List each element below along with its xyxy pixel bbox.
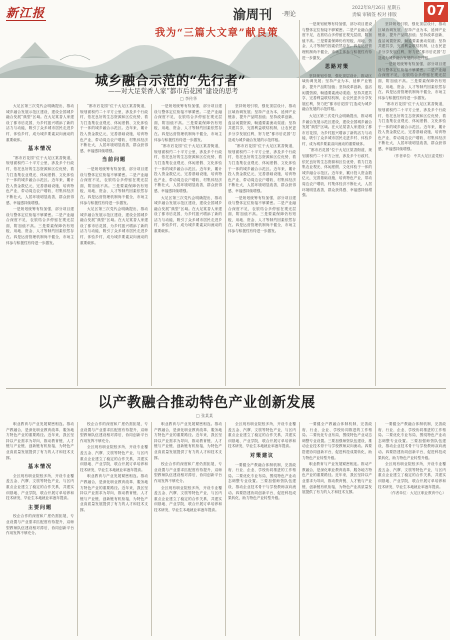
article2-column-5 <box>302 422 372 636</box>
article2-section3-body: 一要健全产教融合体制机制，完善政府、行业、企业、学校协同推进的工作格局。二要优化专业布局，围绕特色产业动态调整专业设置。三要加强师资队伍建设，推动企业技术骨干与学校教师双向流动。四要搭建协同创新平台，促进科技成果转化，助力特色产业转型升级。 <box>228 462 296 501</box>
article1-column-1 <box>6 104 74 386</box>
column-divider <box>299 20 300 386</box>
column-divider <box>151 104 152 386</box>
article1-column-4 <box>228 104 296 386</box>
article2-intro: 职业教育与产业发展紧密相连。推动产教融合，是深化职业教育改革、服务地方特色产业的重要路径。近年来，我区坚持以产业需求为导向，推动教育链、人才链与产业链、创新链有机衔接，为特色产业高质量发展提供了有力的人才和技术支撑。 <box>6 422 74 460</box>
column-title: 我为“三篇大文章”献良策 <box>155 28 279 39</box>
column-divider <box>375 422 376 636</box>
article2-text: 校企合作的深度和广度仍需拓展，专业设置与产业需求匹配度有待提升，双师型教师队伍建设相对滞后，协同创新平台作用发挥不够充分。 <box>154 462 222 483</box>
article1-text: 一是规划统筹有待加强，部分项目建设与整体定位衔接不够紧密。二是产业融合深度不足，农旅结合多停留在观光层面，附加值不高。三是要素保障仍有短板，用地、资金、人才等制约因素依然存在。四是运营管理机制尚不健全，市场主体参与积极性有待进一步激发。 <box>302 22 372 60</box>
column-divider <box>77 422 78 636</box>
article2-section1-heading: 基本情况 <box>27 464 52 471</box>
article2-byline: □ 张某某 <box>196 413 214 418</box>
article1-section2-heading: 当前问题 <box>101 157 126 164</box>
article1-text: “都市后花园”位于大足区棠香街道，规划面积约二十平方公里，涉及多个行政村，依托良好的生态资源和区位优势，着力打造集农业观光、休闲度假、文化体验于一体的城乡融合示范区。近年来，累计投入资金数亿元，完善基础设施，培育特色产业，带动周边农户增收，村集体经济不断壮大，人居环境明显改善，群众获得感、幸福感持续增强。 <box>378 102 446 152</box>
article2-text: 全区现有职业院校多所，开设专业覆盖五金、汽摩、文旅等特色产业，与区内重点企业建立了稳定的合作关系，共建实训基地、产业学院，联合开展订单培养和技术研发，毕业生本地就业率逐年提高。 <box>80 445 148 472</box>
article2-author-note: （作者单位：大足区职业教育中心） <box>388 491 446 496</box>
article2-column-4 <box>228 422 296 636</box>
article1-section1-body-cont: 一是规划统筹有待加强，部分项目建设与整体定位衔接不够紧密。二是产业融合深度不足，农旅结合多停留在观光层面，附加值不高。三是要素保障仍有短板，用地、资金、人才等制约因素依然存在。四是运营管理机制尚不健全，市场主体参与积极性有待进一步激发。 <box>6 207 74 245</box>
column-divider <box>225 422 226 636</box>
article1-text: “都市后花园”位于大足区棠香街道，规划面积约二十平方公里，涉及多个行政村，依托良好的生态资源和区位优势，着力打造集农业观光、休闲度假、文化体验于一体的城乡融合示范区。近年来，累计投入资金数亿元，完善基础设施，培育特色产业，带动周边农户增收，村集体经济不断壮大，人居环境明显改善，群众获得感、幸福感持续增强。 <box>154 144 222 193</box>
article2-text: 校企合作的深度和广度仍需拓展，专业设置与产业需求匹配度有待提升，双师型教师队伍建设相对滞后，协同创新平台作用发挥不够充分。 <box>80 422 148 443</box>
column-divider <box>375 20 376 386</box>
article1-section1-body: “都市后花园”位于大足区棠香街道，规划面积约二十平方公里，涉及多个行政村，依托良好的生态资源和区位优势，着力打造集农业观光、休闲度假、文化体验于一体的城乡融合示范区。近年来，累计投入资金数亿元，完善基础设施，培育特色产业，带动周边农户增收，村集体经济不断壮大，人居环境明显改善，群众获得感、幸福感持续增强。 <box>6 155 74 205</box>
article2-column-2 <box>80 422 148 636</box>
issue-editors: 责编 审稿签 校对 排版 <box>352 13 397 18</box>
issue-date: 2022年8月26日 星期五 <box>352 6 401 11</box>
article2-text: 全区现有职业院校多所，开设专业覆盖五金、汽摩、文旅等特色产业，与区内重点企业建立了稳定的合作关系，共建实训基地、产业学院，联合开展订单培养和技术研发，毕业生本地就业率逐年提高。 <box>154 485 222 512</box>
article1-section3-body: 坚持规划引领，强化顶层设计，推动区域协调发展；坚持产业为本，延伸产业链条，提升产品附加值；坚持改革创新，盘活闲置资源，畅通要素流动渠道；坚持共建共享，完善利益联结机制，让农民更多分享发展红利，努力把“都市后花园”打造成为城乡融合发展的示范样板。 <box>302 73 372 112</box>
article1-column-6 <box>378 22 446 386</box>
article1-column-3 <box>154 104 222 386</box>
article1-text: 一是规划统筹有待加强，部分项目建设与整体定位衔接不够紧密。二是产业融合深度不足，农旅结合多停留在观光层面，附加值不高。三是要素保障仍有短板，用地、资金、人才等制约因素依然存在。四是运营管理机制尚不健全，市场主体参与积极性有待进一步激发。 <box>228 195 296 234</box>
article1-section3-heading: 思路对策 <box>324 64 349 71</box>
article2-section1-body: 全区现有职业院校多所，开设专业覆盖五金、汽摩、文旅等特色产业，与区内重点企业建立了稳定的合作关系，共建实训基地、产业学院，联合开展订单培养和技术研发，毕业生本地就业率逐年提高。 <box>6 473 74 501</box>
article2-column-6 <box>378 422 446 636</box>
article2-section3-heading: 对策建议 <box>249 452 274 459</box>
article2-column-3 <box>154 422 222 636</box>
article2-headline: 以产教融合推动特色产业创新发展 <box>98 395 316 411</box>
article1-text: 一是规划统筹有待加强，部分项目建设与整体定位衔接不够紧密。二是产业融合深度不足，农旅结合多停留在观光层面，附加值不高。三是要素保障仍有短板，用地、资金、人才等制约因素依然存在。四是运营管理机制尚不健全，市场主体参与积极性有待进一步激发。 <box>378 62 446 100</box>
article1-column-5 <box>302 22 372 386</box>
newspaper-logo: 新江报 <box>6 6 46 20</box>
section-subtitle: ·理论 <box>282 11 296 18</box>
article2-text: 职业教育与产业发展紧密相连。推动产教融合，是深化职业教育改革、服务地方特色产业的重要路径。近年来，我区坚持以产业需求为导向，推动教育链、人才链与产业链、创新链有机衔接，为特色产业高质量发展提供了有力的人才和技术支撑。 <box>302 462 372 495</box>
article1-section2-body: 一是规划统筹有待加强，部分项目建设与整体定位衔接不够紧密。二是产业融合深度不足，农旅结合多停留在观光层面，附加值不高。三是要素保障仍有短板，用地、资金、人才等制约因素依然存在。四是运营管理机制尚不健全，市场主体参与积极性有待进一步激发。 <box>80 166 148 205</box>
article1-text: 大足区第三次党代会明确提出，推动城乡融合发展示范区建设，建设全国城乡融合发展“典型”区域。在大足棠香人家建设了都市后花园，为乡村振兴增添了新的活力与动能，吸引了众多城市居民走进乡村、体验乡村，成为城乡要素双向流动的重要载体。 <box>154 195 222 234</box>
article1-column-2 <box>80 104 148 386</box>
article1-text: “都市后花园”位于大足区棠香街道，规划面积约二十平方公里，涉及多个行政村，依托良好的生态资源和区位优势，着力打造集农业观光、休闲度假、文化体验于一体的城乡融合示范区。近年来，累计投入资金数亿元，完善基础设施，培育特色产业，带动周边农户增收，村集体经济不断壮大，人居环境明显改善，群众获得感、幸福感持续增强。 <box>302 148 372 198</box>
article1-text: “都市后花园”位于大足区棠香街道，规划面积约二十平方公里，涉及多个行政村，依托良好的生态资源和区位优势，着力打造集农业观光、休闲度假、文化体验于一体的城乡融合示范区。近年来，累计投入资金数亿元，完善基础设施，培育特色产业，带动周边农户增收，村集体经济不断壮大，人居环境明显改善，群众获得感、幸福感持续增强。 <box>80 104 148 153</box>
article1-byline: □ 李传华 <box>180 96 198 101</box>
article1-text: “都市后花园”位于大足区棠香街道，规划面积约二十平方公里，涉及多个行政村，依托良好的生态资源和区位优势，着力打造集农业观光、休闲度假、文化体验于一体的城乡融合示范区。近年来，累计投入资金数亿元，完善基础设施，培育特色产业，带动周边农户增收，村集体经济不断壮大，人居环境明显改善，群众获得感、幸福感持续增强。 <box>228 144 296 193</box>
column-divider <box>299 422 300 636</box>
article-separator <box>6 388 446 389</box>
column-divider <box>77 104 78 386</box>
article1-text: 大足区第三次党代会明确提出，推动城乡融合发展示范区建设，建设全国城乡融合发展“典型”区域。在大足棠香人家建设了都市后花园，为乡村振兴增添了新的活力与动能，吸引了众多城市居民走进乡村、体验乡村，成为城乡要素双向流动的重要载体。 <box>80 207 148 245</box>
column-divider <box>151 422 152 636</box>
article1-text: 坚持规划引领，强化顶层设计，推动区域协调发展；坚持产业为本，延伸产业链条，提升产品附加值；坚持改革创新，盘活闲置资源，畅通要素流动渠道；坚持共建共享，完善利益联结机制，让农民更多分享发展红利，努力把“都市后花园”打造成为城乡融合发展的示范样板。 <box>378 22 446 60</box>
article2-section2-heading: 主要问题 <box>27 504 52 511</box>
article2-text: 职业教育与产业发展紧密相连。推动产教融合，是深化职业教育改革、服务地方特色产业的重要路径。近年来，我区坚持以产业需求为导向，推动教育链、人才链与产业链、创新链有机衔接，为特色产业高质量发展提供了有力的人才和技术支撑。 <box>154 422 222 460</box>
article2-text: 职业教育与产业发展紧密相连。推动产教融合，是深化职业教育改革、服务地方特色产业的重要路径。近年来，我区坚持以产业需求为导向，推动教育链、人才链与产业链、创新链有机衔接，为特色产业高质量发展提供了有力的人才和技术支撑。 <box>80 474 148 512</box>
article1-text: 大足区第三次党代会明确提出，推动城乡融合发展示范区建设，建设全国城乡融合发展“典型”区域。在大足棠香人家建设了都市后花园，为乡村振兴增添了新的活力与动能，吸引了众多城市居民走进乡村、体验乡村，成为城乡要素双向流动的重要载体。 <box>302 113 372 146</box>
article2-column-1 <box>6 422 74 636</box>
column-divider <box>225 104 226 386</box>
article2-text: 全区现有职业院校多所，开设专业覆盖五金、汽摩、文旅等特色产业，与区内重点企业建立了稳定的合作关系，共建实训基地、产业学院，联合开展订单培养和技术研发，毕业生本地就业率逐年提高。 <box>378 462 446 489</box>
article2-text: 一要健全产教融合体制机制，完善政府、行业、企业、学校协同推进的工作格局。二要优化专业布局，围绕特色产业动态调整专业设置。三要加强师资队伍建设，推动企业技术骨干与学校教师双向流动。四要搭建协同创新平台，促进科技成果转化，助力特色产业转型升级。 <box>302 422 372 460</box>
page-number-badge: 07 <box>424 2 448 22</box>
article1-text: 坚持规划引领，强化顶层设计，推动区域协调发展；坚持产业为本，延伸产业链条，提升产品附加值；坚持改革创新，盘活闲置资源，畅通要素流动渠道；坚持共建共享，完善利益联结机制，让农民更多分享发展红利，努力把“都市后花园”打造成为城乡融合发展的示范样板。 <box>228 104 296 142</box>
article1-section1-heading: 基本情况 <box>27 146 52 153</box>
article1-author-note: （作者单位：中共大足区委党校） <box>392 153 446 158</box>
issue-info <box>352 5 422 19</box>
article1-headline: 城乡融合示范的“先行者” <box>95 74 246 89</box>
section-name: 渝周刊 <box>233 8 273 23</box>
article2-text: 全区现有职业院校多所，开设专业覆盖五金、汽摩、文旅等特色产业，与区内重点企业建立了稳定的合作关系，共建实训基地、产业学院，联合开展订单培养和技术研发，毕业生本地就业率逐年提高。 <box>228 422 296 449</box>
article1-text: 一是规划统筹有待加强，部分项目建设与整体定位衔接不够紧密。二是产业融合深度不足，农旅结合多停留在观光层面，附加值不高。三是要素保障仍有短板，用地、资金、人才等制约因素依然存在。四是运营管理机制尚不健全，市场主体参与积极性有待进一步激发。 <box>154 104 222 142</box>
article2-text: 一要健全产教融合体制机制，完善政府、行业、企业、学校协同推进的工作格局。二要优化专业布局，围绕特色产业动态调整专业设置。三要加强师资队伍建设，推动企业技术骨干与学校教师双向流动。四要搭建协同创新平台，促进科技成果转化，助力特色产业转型升级。 <box>378 422 446 460</box>
article2-section2-body: 校企合作的深度和广度仍需拓展，专业设置与产业需求匹配度有待提升，双师型教师队伍建设相对滞后，协同创新平台作用发挥不够充分。 <box>6 514 74 536</box>
article1-subheadline: ——对大足棠香人家“都市后花园”建设的思考 <box>108 87 239 95</box>
article1-intro: 大足区第三次党代会明确提出，推动城乡融合发展示范区建设，建设全国城乡融合发展“典型”区域。在大足棠香人家建设了都市后花园，为乡村振兴增添了新的活力与动能，吸引了众多城市居民走进乡村、体验乡村，成为城乡要素双向流动的重要载体。 <box>6 104 74 142</box>
